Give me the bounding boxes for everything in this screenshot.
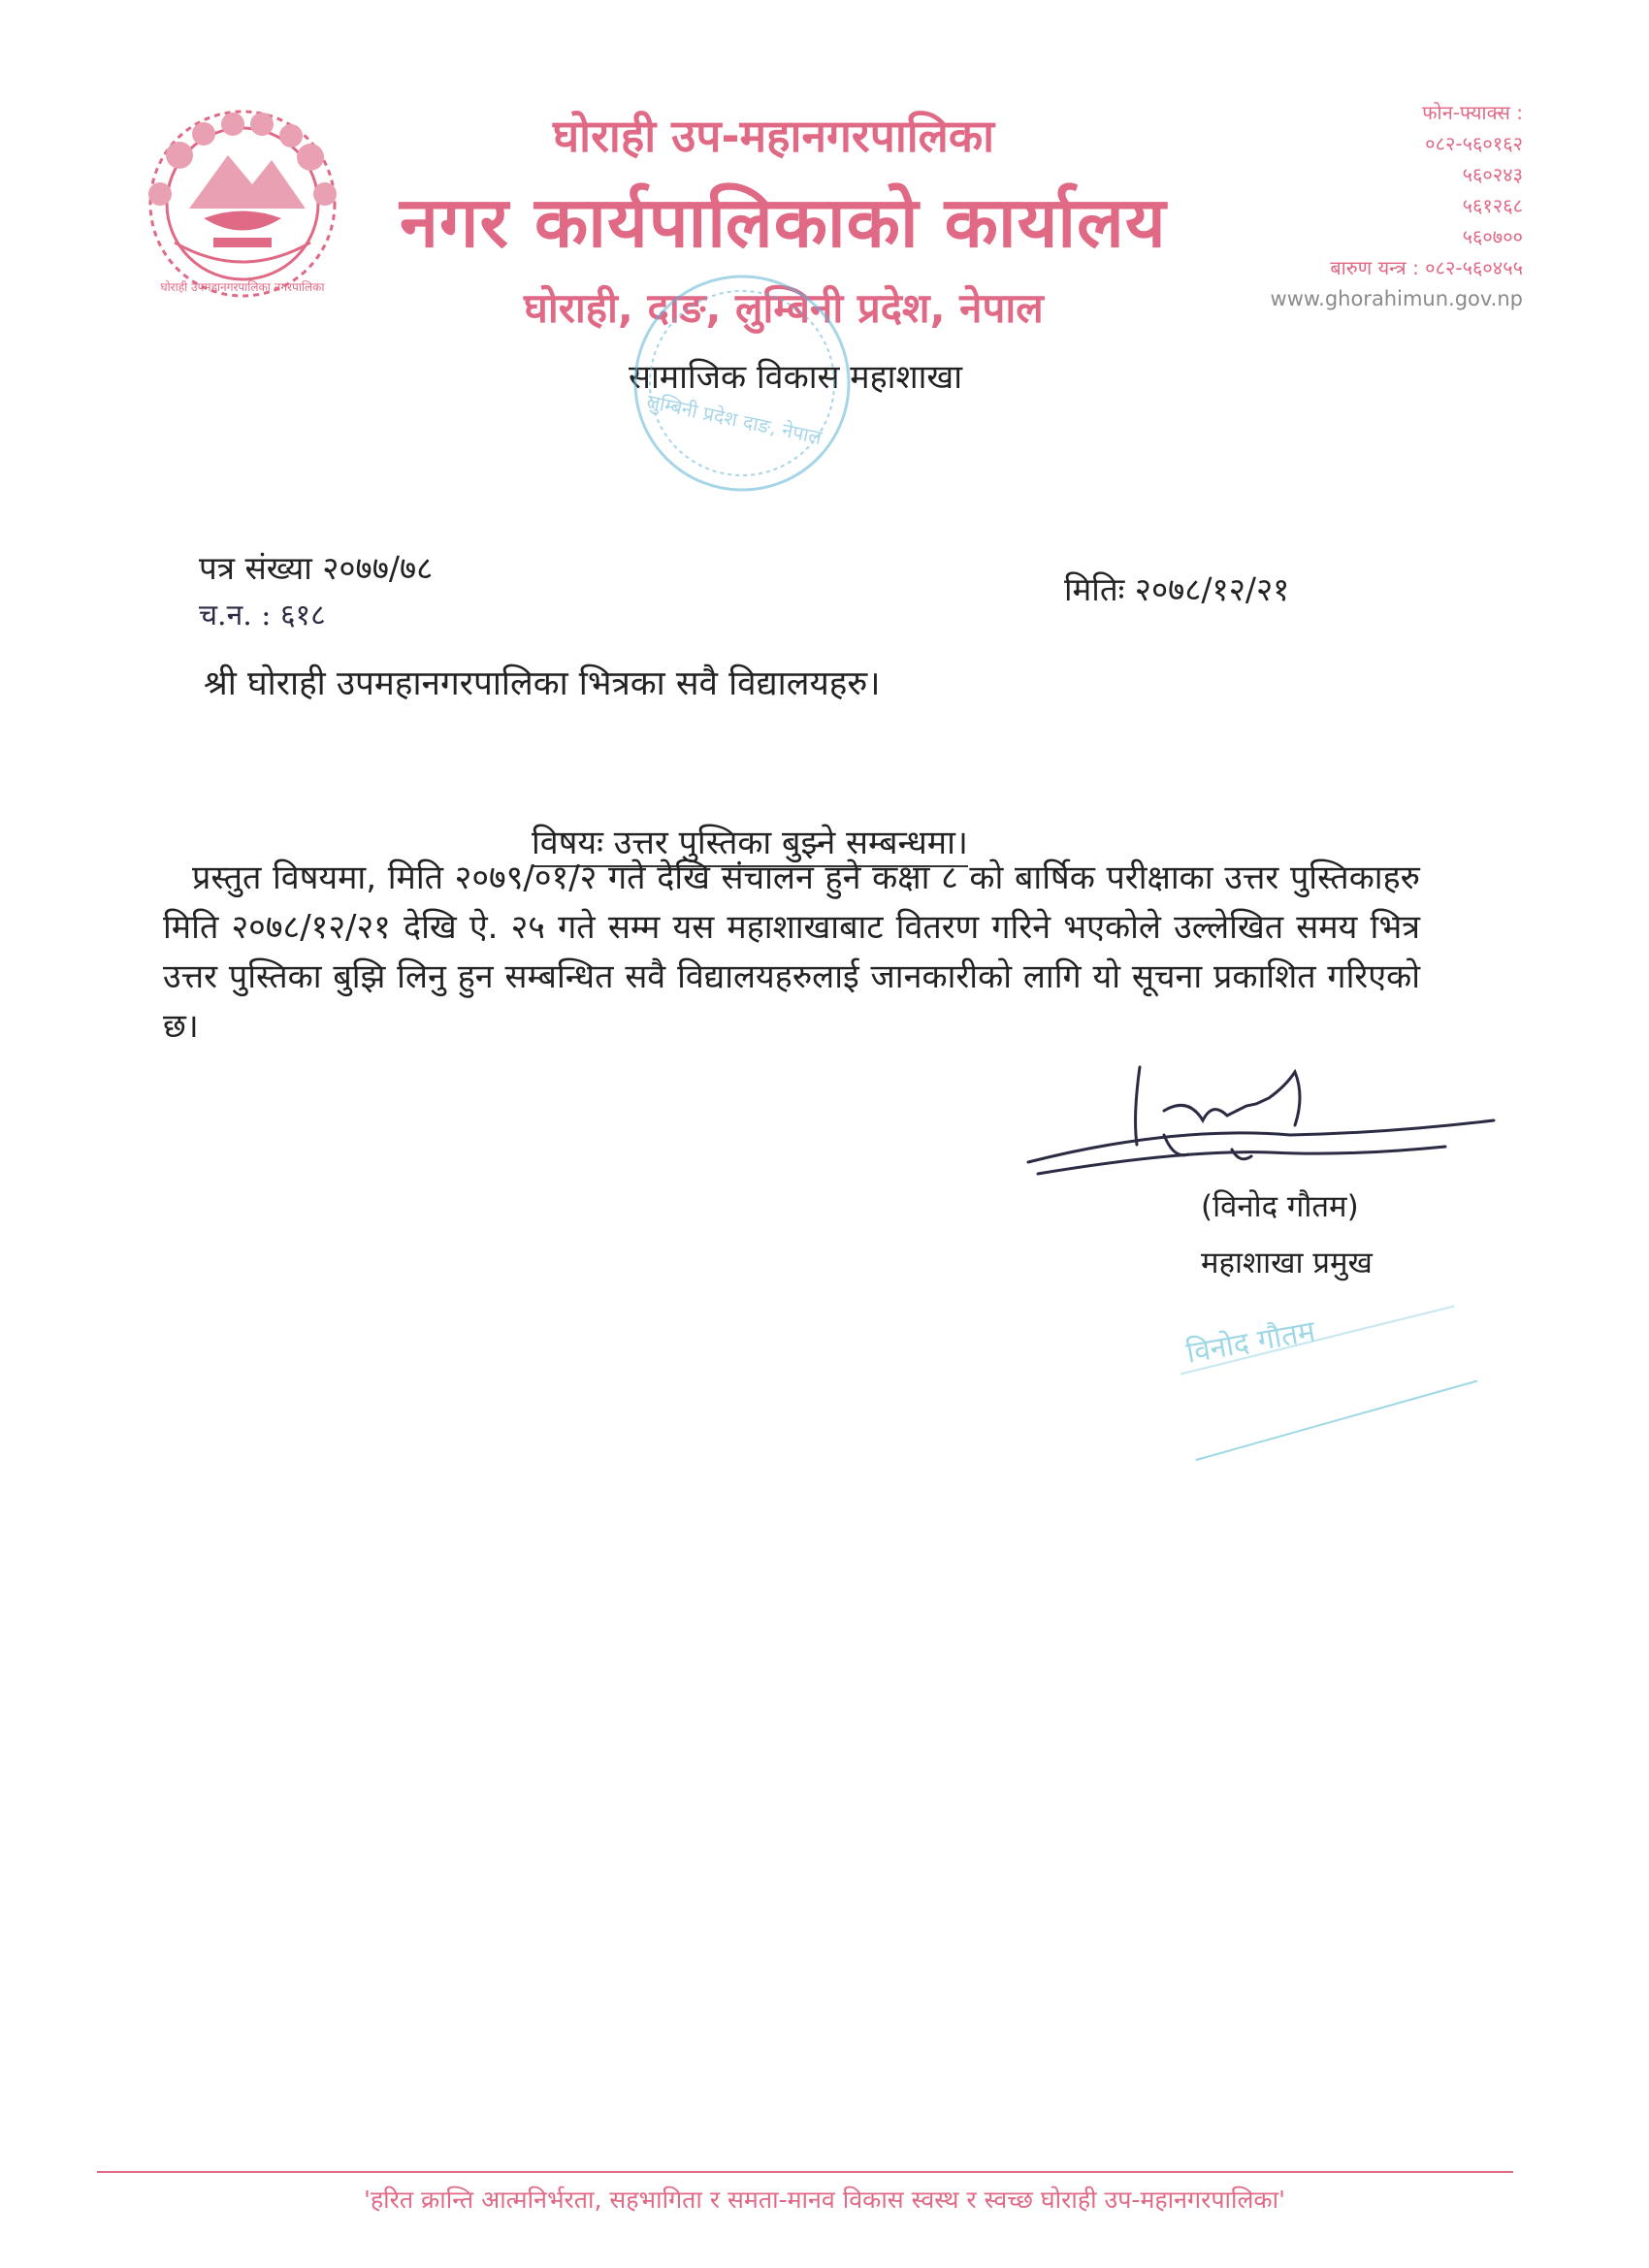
municipality-emblem-logo	[121, 97, 364, 306]
signatory-designation: महाशाखा प्रमुख	[1201, 1246, 1373, 1280]
seal-text: लुम्बिनी प्रदेश दाङ, नेपाल	[644, 389, 824, 450]
subject-line: विषयः उत्तर पुस्तिका बुझ्ने सम्बन्धमा।	[532, 819, 968, 867]
office-address: घोराही, दाङ, लुम्बिनी प्रदेश, नेपाल	[524, 284, 1044, 332]
phone-number: ०८२-५६०१६२	[1425, 132, 1523, 155]
phone-number: ५६१२६८	[1462, 194, 1523, 217]
letter-body: प्रस्तुत विषयमा, मिति २०७९/०१/२ गते देखि संचालन हुने कक्षा ८ को बार्षिक परीक्षाका उत्तर पुस्तिकाहरु मिति २०७८/१२/२१ देखि ऐ. २५ गते सम्म यस महाशाखाबाट वितरण गरिने भएकोले उल्लेखित समय भित्र उत्तर पुस्तिका बुझि लिनु हुन सम्बन्धित सवै विद्यालयहरुलाई जानकारीको लागि यो सूचना प्रकाशित गरिएको छ।	[163, 859, 1420, 1046]
website-link[interactable]: www.ghorahimun.gov.np	[1270, 287, 1523, 310]
division-name: सामाजिक विकास महाशाखा	[629, 358, 963, 397]
contact-block	[1212, 97, 1523, 314]
phone-number: ५६०७००	[1462, 225, 1523, 248]
signatory-name: (विनोद गौतम)	[1201, 1189, 1359, 1224]
letter-number: पत्र संख्या २०७७/७८	[199, 549, 434, 587]
phone-fax-label: फोन-फ्याक्स :	[1422, 101, 1523, 124]
recipient: श्री घोराही उपमहानगरपालिका भित्रका सवै विद्यालयहरु।	[204, 664, 881, 703]
footer-divider	[97, 2171, 1513, 2173]
office-title: नगर कार्यपालिकाको कार्यालय	[400, 181, 1167, 263]
office-seal-stamp	[621, 262, 863, 504]
stamp-text: विनोद गौतम	[1183, 1314, 1318, 1371]
dispatch-number: च.न. : ६१८	[199, 599, 326, 632]
name-stamp	[1174, 1290, 1484, 1465]
phone-number: ५६०२४३	[1462, 163, 1523, 186]
org-name: घोराही उप-महानगरपालिका	[553, 110, 995, 162]
letter-date: मितिः २०७८/१२/२१	[1064, 570, 1290, 608]
fire-brigade-number: बारुण यन्त्र : ०८२-५६०४५५	[1330, 256, 1523, 279]
signature	[1018, 1057, 1504, 1193]
footer-slogan: 'हरित क्रान्ति आत्मनिर्भरता, सहभागिता र समता-मानव विकास स्वस्थ र स्वच्छ घोराही उप-महानगरपालिका'	[364, 2186, 1285, 2214]
emblem-text: घोराही उपमहानगरपालिका नगरपालिका	[160, 280, 325, 294]
